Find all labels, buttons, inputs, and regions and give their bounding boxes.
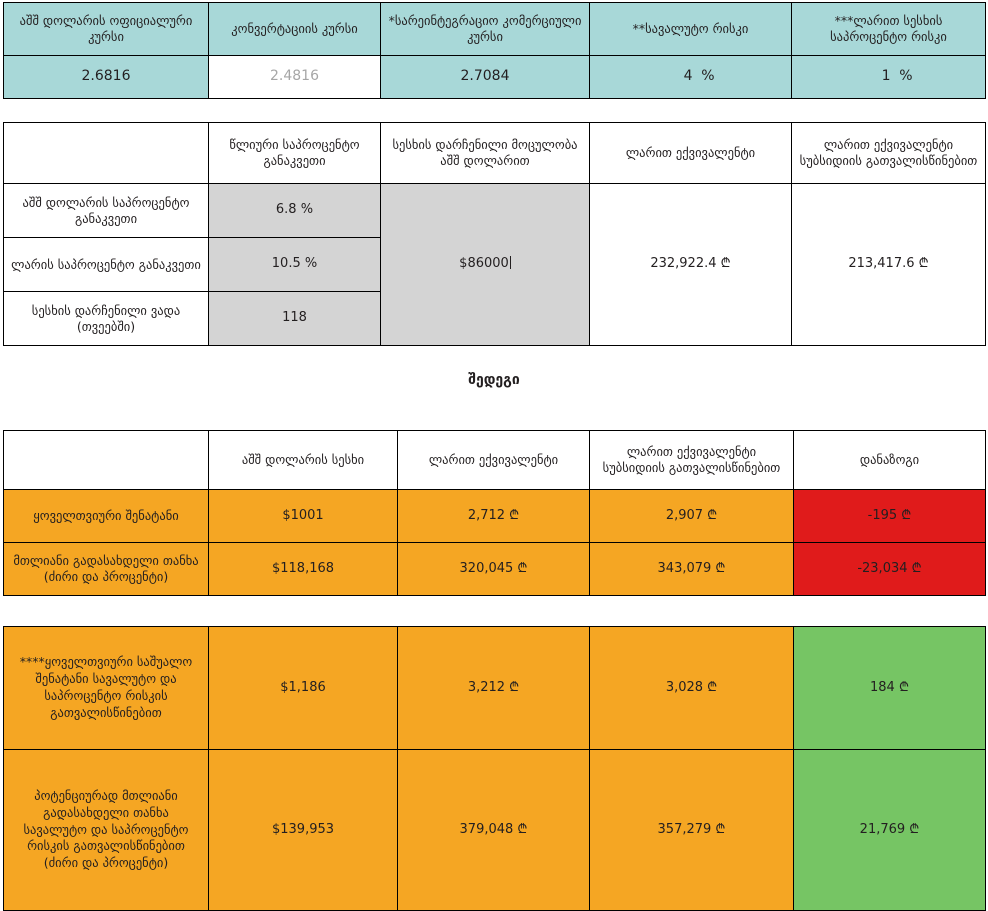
results-gel-potential-total-with-risk: 379,048 ₾ (398, 750, 590, 911)
results-label-monthly-payment: ყოველთვიური შენატანი (4, 490, 209, 543)
inputs-header-annual-rate: წლიური საპროცენტო განაკვეთი (209, 123, 381, 184)
rates-header-commercial-rate: *სარეინტეგრაციო კომერციული კურსი (381, 3, 590, 56)
inputs-value-loan-amount[interactable] (381, 184, 590, 346)
rates-table (3, 2, 986, 99)
inputs-table (3, 122, 986, 346)
results-gel-subsidy-avg-monthly-with-risk: 3,028 ₾ (590, 627, 794, 750)
results-header-gel-equivalent-subsidy: ლარით ექვივალენტი სუბსიდიის გათვალისწინებით (590, 431, 794, 490)
inputs-value-gel-equivalent: 232,922.4 ₾ (590, 184, 792, 346)
interest-risk-number: 1 (881, 68, 891, 85)
table-row (4, 627, 986, 750)
results-table-header-row (4, 431, 986, 490)
results-usd-total-payable: $118,168 (209, 543, 398, 596)
results-table (3, 430, 986, 911)
inputs-header-remaining-usd: სესხის დარჩენილი მოცულობა აშშ დოლარით (381, 123, 590, 184)
results-saving-total-payable: -23,034 ₾ (794, 543, 986, 596)
results-label-potential-total-with-risk: პოტენციურად მთლიანი გადასახდელი თანხა სავალუტო და საპროცენტო რისკის გათვალისწინებით (ძირი და პროცენტი) (4, 750, 209, 911)
rates-value-interest-risk[interactable] (792, 56, 986, 99)
results-gel-total-payable: 320,045 ₾ (398, 543, 590, 596)
inputs-value-remaining-term[interactable]: 118 (209, 292, 381, 346)
results-gel-monthly-payment: 2,712 ₾ (398, 490, 590, 543)
inputs-row-usd-rate (4, 184, 986, 238)
currency-risk-number: 4 (683, 68, 693, 85)
rates-value-commercial-rate[interactable]: 2.7084 (381, 56, 590, 99)
text-cursor (510, 256, 511, 269)
results-usd-potential-total-with-risk: $139,953 (209, 750, 398, 911)
results-saving-monthly-payment: -195 ₾ (794, 490, 986, 543)
rates-value-currency-risk[interactable] (590, 56, 792, 99)
rates-header-conversion-rate: კონვერტაციის კურსი (209, 3, 381, 56)
results-header-blank (4, 431, 209, 490)
inputs-label-usd-rate: აშშ დოლარის საპროცენტო განაკვეთი (4, 184, 209, 238)
inputs-table-header-row (4, 123, 986, 184)
table-row (4, 490, 986, 543)
results-header-saving: დანაზოგი (794, 431, 986, 490)
results-saving-avg-monthly-with-risk: 184 ₾ (794, 627, 986, 750)
results-usd-avg-monthly-with-risk: $1,186 (209, 627, 398, 750)
results-gel-subsidy-monthly-payment: 2,907 ₾ (590, 490, 794, 543)
results-section-title: შედეგი (468, 372, 520, 388)
results-header-gel-equivalent: ლარით ექვივალენტი (398, 431, 590, 490)
results-gel-subsidy-potential-total-with-risk: 357,279 ₾ (590, 750, 794, 911)
table-row (4, 750, 986, 911)
results-label-total-payable: მთლიანი გადასახდელი თანხა (ძირი და პროცენტი) (4, 543, 209, 596)
results-saving-potential-total-with-risk: 21,769 ₾ (794, 750, 986, 911)
inputs-value-gel-equivalent-subsidy: 213,417.6 ₾ (792, 184, 986, 346)
inputs-value-usd-rate[interactable]: 6.8 % (209, 184, 381, 238)
currency-risk-percent-sign: % (701, 68, 715, 85)
inputs-label-gel-rate: ლარის საპროცენტო განაკვეთი (4, 238, 209, 292)
rates-header-currency-risk: **სავალუტო რისკი (590, 3, 792, 56)
results-usd-monthly-payment: $1001 (209, 490, 398, 543)
results-gel-avg-monthly-with-risk: 3,212 ₾ (398, 627, 590, 750)
rates-table-header-row (4, 3, 986, 56)
results-header-usd-loan: აშშ დოლარის სესხი (209, 431, 398, 490)
inputs-label-remaining-term: სესხის დარჩენილი ვადა (თვეებში) (4, 292, 209, 346)
results-gel-subsidy-total-payable: 343,079 ₾ (590, 543, 794, 596)
rates-header-official-rate: აშშ დოლარის ოფიციალური კურსი (4, 3, 209, 56)
rates-header-interest-risk: ***ლარით სესხის საპროცენტო რისკი (792, 3, 986, 56)
rates-value-conversion-rate[interactable]: 2.4816 (209, 56, 381, 99)
rates-value-official-rate[interactable]: 2.6816 (4, 56, 209, 99)
inputs-value-gel-rate[interactable]: 10.5 % (209, 238, 381, 292)
inputs-header-gel-equivalent-subsidy: ლარით ექვივალენტი სუბსიდიის გათვალისწინებით (792, 123, 986, 184)
results-label-avg-monthly-with-risk: ****ყოველთვიური საშუალო შენატანი სავალუტო და საპროცენტო რისკის გათვალისწინებით (4, 627, 209, 750)
loan-amount-text: $86000 (459, 256, 509, 272)
interest-risk-percent-sign: % (899, 68, 913, 85)
table-row (4, 543, 986, 596)
results-table-spacer-row (4, 596, 986, 627)
inputs-header-blank (4, 123, 209, 184)
rates-table-value-row (4, 56, 986, 99)
inputs-header-gel-equivalent: ლარით ექვივალენტი (590, 123, 792, 184)
